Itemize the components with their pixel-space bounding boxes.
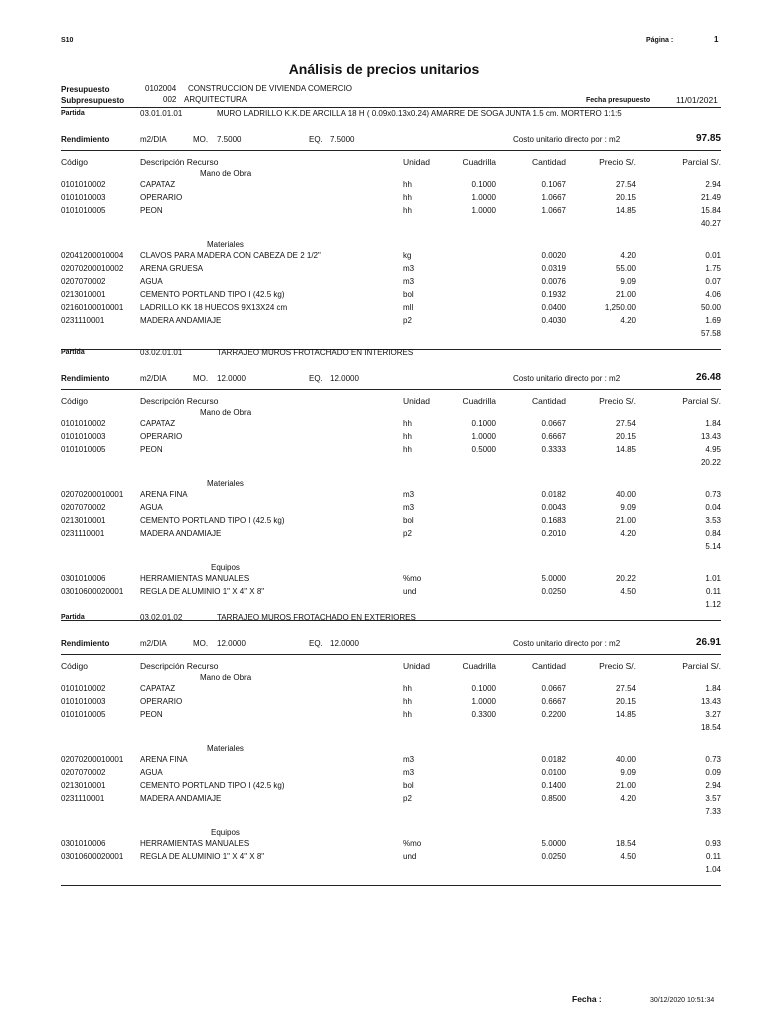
resource-partial: 2.94 (705, 180, 721, 189)
rendimiento-unit: m2/DIA (140, 135, 167, 144)
col-partial: Parcial S/. (682, 157, 721, 167)
resource-code: 0301010006 (61, 574, 106, 583)
resource-qty: 0.0250 (541, 587, 566, 596)
resource-code: 0207070002 (61, 503, 106, 512)
mo-label: MO. (193, 135, 209, 144)
partida-name: MURO LADRILLO K.K.DE ARCILLA 18 H ( 0.09x0.13x0.24) AMARRE DE SOGA JUNTA 1.5 cm. MORTERO 1:1:5 (217, 109, 622, 118)
resource-code: 02070200010001 (61, 755, 124, 764)
resource-partial: 2.94 (705, 781, 721, 790)
resource-code: 0301010006 (61, 839, 106, 848)
col-code: Código (61, 157, 88, 167)
rendimiento-unit: m2/DIA (140, 374, 167, 383)
mo-label: MO. (193, 639, 209, 648)
resource-qty: 0.1400 (541, 781, 566, 790)
resource-desc: CEMENTO PORTLAND TIPO I (42.5 kg) (140, 781, 285, 790)
unit-cost-label: Costo unitario directo por : m2 (513, 135, 621, 144)
resource-partial: 0.11 (706, 587, 721, 596)
resource-code: 0101010005 (61, 445, 106, 454)
group-title: Materiales (207, 744, 244, 753)
resource-price: 4.20 (620, 529, 636, 538)
subbudget-name: ARQUITECTURA (184, 95, 248, 104)
resource-unit: mll (403, 303, 414, 312)
col-price: Precio S/. (599, 396, 636, 406)
resource-partial: 13.43 (700, 432, 721, 441)
resource-unit: hh (403, 206, 412, 215)
resource-desc: MADERA ANDAMIAJE (140, 794, 222, 803)
resource-desc: MADERA ANDAMIAJE (140, 529, 222, 538)
col-partial: Parcial S/. (682, 661, 721, 671)
col-price: Precio S/. (599, 157, 636, 167)
resource-code: 02160100010001 (61, 303, 124, 312)
resource-price: 4.50 (620, 587, 636, 596)
resource-desc: MADERA ANDAMIAJE (140, 316, 222, 325)
resource-price: 20.15 (615, 193, 636, 202)
resource-price: 20.15 (615, 697, 636, 706)
col-desc: Descripción Recurso (140, 661, 219, 671)
page-title: Análisis de precios unitarios (288, 61, 480, 77)
eq-label: EQ. (309, 374, 323, 383)
resource-unit: hh (403, 419, 412, 428)
resource-qty: 1.0667 (541, 206, 566, 215)
resource-crew: 0.3300 (471, 710, 496, 719)
resource-desc: OPERARIO (140, 432, 183, 441)
resource-qty: 0.0400 (541, 303, 566, 312)
resource-desc: PEON (140, 710, 163, 719)
resource-price: 27.54 (615, 419, 636, 428)
resource-unit: m3 (403, 490, 415, 499)
resource-desc: AGUA (140, 503, 163, 512)
resource-unit: bol (403, 781, 414, 790)
resource-code: 0213010001 (61, 516, 106, 525)
partida-divider (61, 389, 721, 390)
resource-price: 14.85 (615, 445, 636, 454)
resource-partial: 0.93 (705, 839, 721, 848)
resource-code: 0213010001 (61, 290, 106, 299)
resource-desc: AGUA (140, 277, 163, 286)
resource-desc: CEMENTO PORTLAND TIPO I (42.5 kg) (140, 290, 285, 299)
col-qty: Cantidad (531, 157, 566, 167)
system-label: S10 (61, 37, 74, 44)
resource-unit: m3 (403, 264, 415, 273)
partida-name: TARRAJEO MUROS FROTACHADO EN INTERIORES (217, 348, 414, 357)
resource-code: 0231110001 (61, 316, 105, 325)
resource-unit: bol (403, 290, 414, 299)
resource-qty: 0.0667 (541, 684, 566, 693)
resource-qty: 5.0000 (541, 839, 566, 848)
col-desc: Descripción Recurso (140, 396, 219, 406)
group-subtotal: 5.14 (705, 542, 721, 551)
resource-partial: 0.07 (705, 277, 721, 286)
unit-cost-value: 26.91 (695, 637, 721, 648)
partida-label: Partida (61, 349, 85, 356)
subbudget-label: Subpresupuesto (61, 96, 125, 105)
resource-unit: und (403, 852, 417, 861)
resource-qty: 0.6667 (541, 697, 566, 706)
subbudget-code: 002 (163, 95, 177, 104)
rendimiento-label: Rendimiento (61, 374, 110, 383)
col-code: Código (61, 661, 88, 671)
resource-crew: 0.1000 (471, 684, 496, 693)
resource-price: 9.09 (620, 768, 636, 777)
mo-value: 12.0000 (217, 374, 246, 383)
resource-price: 40.00 (615, 490, 636, 499)
resource-unit: hh (403, 710, 412, 719)
resource-unit: m3 (403, 768, 415, 777)
resource-code: 03010600020001 (61, 852, 124, 861)
partida-label: Partida (61, 110, 85, 117)
resource-qty: 0.0667 (541, 419, 566, 428)
col-partial: Parcial S/. (682, 396, 721, 406)
resource-unit: %mo (403, 839, 422, 848)
resource-desc: LADRILLO KK 18 HUECOS 9X13X24 cm (140, 303, 288, 312)
resource-desc: AGUA (140, 768, 163, 777)
col-code: Código (61, 396, 88, 406)
col-unit: Unidad (403, 396, 430, 406)
col-crew: Cuadrilla (462, 157, 496, 167)
resource-partial: 1.69 (705, 316, 721, 325)
col-price: Precio S/. (599, 661, 636, 671)
col-qty: Cantidad (531, 661, 566, 671)
resource-price: 27.54 (615, 180, 636, 189)
resource-qty: 0.2200 (541, 710, 566, 719)
resource-price: 4.20 (620, 316, 636, 325)
group-subtotal: 20.22 (700, 458, 721, 467)
rendimiento-label: Rendimiento (61, 135, 110, 144)
resource-partial: 3.27 (705, 710, 721, 719)
unit-cost-value: 97.85 (695, 133, 721, 144)
resource-code: 0101010005 (61, 206, 106, 215)
resource-unit: hh (403, 180, 412, 189)
resource-price: 18.54 (615, 839, 636, 848)
resource-code: 0101010002 (61, 419, 106, 428)
resource-unit: p2 (403, 794, 412, 803)
resource-crew: 1.0000 (471, 206, 496, 215)
resource-qty: 0.0020 (541, 251, 566, 260)
group-title: Mano de Obra (200, 169, 252, 178)
resource-partial: 3.53 (705, 516, 721, 525)
resource-crew: 0.1000 (471, 180, 496, 189)
resource-unit: und (403, 587, 417, 596)
resource-code: 0101010003 (61, 697, 106, 706)
resource-unit: hh (403, 684, 412, 693)
rendimiento-unit: m2/DIA (140, 639, 167, 648)
resource-qty: 1.0667 (541, 193, 566, 202)
resource-crew: 1.0000 (471, 432, 496, 441)
col-unit: Unidad (403, 661, 430, 671)
mo-value: 7.5000 (217, 135, 242, 144)
resource-partial: 0.11 (706, 852, 721, 861)
resource-partial: 1.84 (705, 419, 721, 428)
resource-partial: 0.09 (705, 768, 721, 777)
resource-price: 14.85 (615, 710, 636, 719)
unit-cost-label: Costo unitario directo por : m2 (513, 639, 621, 648)
resource-code: 03010600020001 (61, 587, 124, 596)
resource-code: 0101010002 (61, 180, 106, 189)
resource-price: 9.09 (620, 277, 636, 286)
budget-name: CONSTRUCCION DE VIVIENDA COMERCIO (188, 84, 353, 93)
resource-unit: hh (403, 697, 412, 706)
budget-date-label: Fecha presupuesto (586, 97, 651, 104)
mo-value: 12.0000 (217, 639, 246, 648)
group-subtotal: 57.58 (700, 329, 721, 338)
resource-unit: m3 (403, 277, 415, 286)
partida-divider (61, 654, 721, 655)
resource-crew: 1.0000 (471, 193, 496, 202)
resource-partial: 4.06 (705, 290, 721, 299)
budget-code: 0102004 (145, 84, 177, 93)
resource-desc: CEMENTO PORTLAND TIPO I (42.5 kg) (140, 516, 285, 525)
resource-qty: 0.0076 (541, 277, 566, 286)
eq-value: 7.5000 (330, 135, 355, 144)
group-subtotal: 40.27 (700, 219, 721, 228)
resource-desc: OPERARIO (140, 193, 183, 202)
col-crew: Cuadrilla (462, 661, 496, 671)
partida-label: Partida (61, 614, 85, 621)
resource-desc: OPERARIO (140, 697, 183, 706)
partida-divider (61, 150, 721, 151)
resource-desc: ARENA GRUESA (140, 264, 204, 273)
resource-partial: 0.04 (705, 503, 721, 512)
resource-desc: ARENA FINA (140, 755, 188, 764)
resource-unit: p2 (403, 529, 412, 538)
resource-unit: hh (403, 432, 412, 441)
resource-code: 02070200010001 (61, 490, 124, 499)
resource-qty: 5.0000 (541, 574, 566, 583)
group-title: Equipos (211, 828, 240, 837)
resource-code: 0101010003 (61, 432, 106, 441)
resource-crew: 1.0000 (471, 697, 496, 706)
resource-partial: 3.57 (705, 794, 721, 803)
group-title: Materiales (207, 479, 244, 488)
resource-crew: 0.5000 (471, 445, 496, 454)
group-title: Equipos (211, 563, 240, 572)
resource-partial: 0.73 (705, 490, 721, 499)
col-qty: Cantidad (531, 396, 566, 406)
footer-date: 30/12/2020 10:51:34 (650, 997, 715, 1004)
resource-unit: m3 (403, 755, 415, 764)
resource-qty: 0.0182 (541, 490, 566, 499)
resource-qty: 0.2010 (541, 529, 566, 538)
resource-code: 0213010001 (61, 781, 106, 790)
resource-partial: 0.84 (705, 529, 721, 538)
resource-price: 21.00 (615, 516, 636, 525)
resource-price: 9.09 (620, 503, 636, 512)
partida-end-divider (61, 885, 721, 886)
resource-qty: 0.0250 (541, 852, 566, 861)
resource-partial: 0.01 (705, 251, 721, 260)
resource-partial: 1.01 (705, 574, 721, 583)
rendimiento-label: Rendimiento (61, 639, 110, 648)
resource-partial: 1.84 (705, 684, 721, 693)
resource-price: 14.85 (615, 206, 636, 215)
resource-price: 40.00 (615, 755, 636, 764)
budget-date: 11/01/2021 (676, 95, 718, 105)
resource-desc: HERRAMIENTAS MANUALES (140, 574, 250, 583)
resource-unit: hh (403, 445, 412, 454)
group-subtotal: 1.12 (705, 600, 721, 609)
resource-desc: HERRAMIENTAS MANUALES (140, 839, 250, 848)
group-subtotal: 18.54 (700, 723, 721, 732)
resource-price: 4.50 (620, 852, 636, 861)
eq-label: EQ. (309, 639, 323, 648)
resource-unit: kg (403, 251, 412, 260)
resource-price: 55.00 (615, 264, 636, 273)
resource-qty: 0.4030 (541, 316, 566, 325)
resource-code: 0207070002 (61, 277, 106, 286)
resource-qty: 0.1067 (541, 180, 566, 189)
resource-qty: 0.0043 (541, 503, 566, 512)
eq-label: EQ. (309, 135, 323, 144)
resource-partial: 1.75 (705, 264, 721, 273)
group-subtotal: 1.04 (705, 865, 721, 874)
col-crew: Cuadrilla (462, 396, 496, 406)
resource-partial: 21.49 (700, 193, 721, 202)
resource-code: 0207070002 (61, 768, 106, 777)
resource-code: 02070200010002 (61, 264, 124, 273)
mo-label: MO. (193, 374, 209, 383)
col-unit: Unidad (403, 157, 430, 167)
resource-desc: PEON (140, 206, 163, 215)
resource-desc: CAPATAZ (140, 180, 176, 189)
resource-code: 0231110001 (61, 794, 105, 803)
unit-cost-value: 26.48 (695, 372, 721, 383)
page-label: Página : (646, 37, 674, 44)
resource-partial: 4.95 (705, 445, 721, 454)
resource-price: 4.20 (620, 251, 636, 260)
resource-code: 0101010005 (61, 710, 106, 719)
budget-label: Presupuesto (61, 85, 110, 94)
unit-cost-label: Costo unitario directo por : m2 (513, 374, 621, 383)
resource-price: 20.22 (615, 574, 636, 583)
resource-qty: 0.1932 (541, 290, 566, 299)
resource-unit: %mo (403, 574, 422, 583)
resource-qty: 0.0319 (541, 264, 566, 273)
page-number: 1 (714, 35, 719, 44)
resource-desc: CLAVOS PARA MADERA CON CABEZA DE 2 1/2" (140, 251, 321, 260)
group-title: Materiales (207, 240, 244, 249)
resource-unit: hh (403, 193, 412, 202)
resource-code: 0101010003 (61, 193, 106, 202)
partida-name: TARRAJEO MUROS FROTACHADO EN EXTERIORES (217, 613, 416, 622)
resource-price: 4.20 (620, 794, 636, 803)
resource-unit: m3 (403, 503, 415, 512)
eq-value: 12.0000 (330, 374, 359, 383)
resource-code: 02041200010004 (61, 251, 124, 260)
resource-partial: 0.73 (705, 755, 721, 764)
resource-desc: REGLA DE ALUMINIO 1" X 4" X 8" (140, 587, 265, 596)
eq-value: 12.0000 (330, 639, 359, 648)
footer-date-label: Fecha : (572, 994, 602, 1004)
resource-desc: CAPATAZ (140, 684, 176, 693)
resource-qty: 0.3333 (541, 445, 566, 454)
group-title: Mano de Obra (200, 408, 252, 417)
resource-price: 21.00 (615, 290, 636, 299)
resource-desc: PEON (140, 445, 163, 454)
resource-desc: ARENA FINA (140, 490, 188, 499)
col-desc: Descripción Recurso (140, 157, 219, 167)
resource-qty: 0.6667 (541, 432, 566, 441)
resource-price: 1,250.00 (604, 303, 636, 312)
header-divider (61, 107, 721, 108)
resource-qty: 0.8500 (541, 794, 566, 803)
resource-unit: p2 (403, 316, 412, 325)
resource-code: 0231110001 (61, 529, 105, 538)
group-title: Mano de Obra (200, 673, 252, 682)
resource-partial: 15.84 (700, 206, 721, 215)
resource-qty: 0.1683 (541, 516, 566, 525)
resource-crew: 0.1000 (471, 419, 496, 428)
resource-unit: bol (403, 516, 414, 525)
resource-qty: 0.0182 (541, 755, 566, 764)
partida-code: 03.02.01.01 (140, 348, 183, 357)
resource-price: 20.15 (615, 432, 636, 441)
group-subtotal: 7.33 (705, 807, 721, 816)
resource-partial: 13.43 (700, 697, 721, 706)
resource-price: 21.00 (615, 781, 636, 790)
resource-desc: CAPATAZ (140, 419, 176, 428)
partida-code: 03.01.01.01 (140, 109, 183, 118)
resource-partial: 50.00 (700, 303, 721, 312)
resource-desc: REGLA DE ALUMINIO 1" X 4" X 8" (140, 852, 265, 861)
partida-code: 03.02.01.02 (140, 613, 183, 622)
resource-qty: 0.0100 (541, 768, 566, 777)
resource-code: 0101010002 (61, 684, 106, 693)
resource-price: 27.54 (615, 684, 636, 693)
